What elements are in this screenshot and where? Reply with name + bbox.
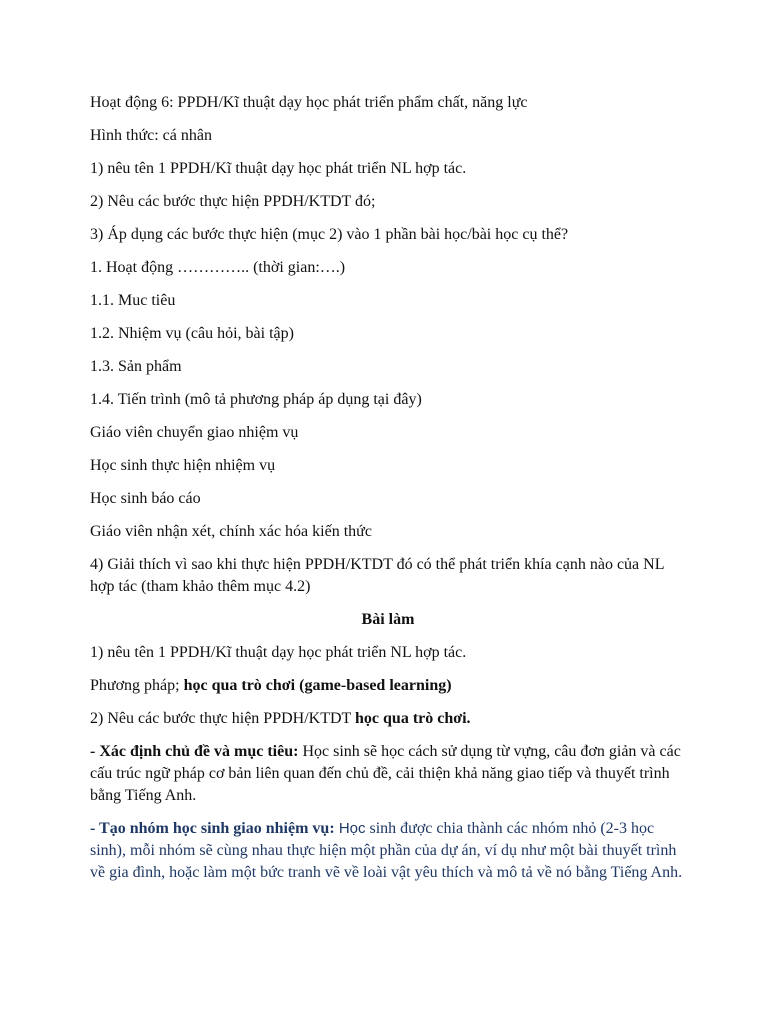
step-1-title: - Xác định chủ đề và mục tiêu: — [90, 743, 299, 760]
document-page — [90, 92, 686, 895]
student-do-line: Học sinh thực hiện nhiệm vụ — [90, 457, 276, 474]
teacher-review-line: Giáo viên nhận xét, chính xác hóa kiến thức — [90, 523, 372, 540]
question-4: 4) Giải thích vì sao khi thực hiện PPDH/KTDT đó có thể phát triển khía cạnh nào của NL hợp tác (tham khảo thêm mục 4.2) — [90, 556, 664, 595]
question-2: 2) Nêu các bước thực hiện PPDH/KTDT đó; — [90, 193, 376, 210]
teacher-assign-line: Giáo viên chuyển giao nhiệm vụ — [90, 424, 299, 441]
activity-line: 1. Hoạt động ………….. (thời gian:….) — [90, 259, 346, 276]
question-3: 3) Áp dụng các bước thực hiện (mục 2) vào 1 phần bài học/bài học cụ thể? — [90, 226, 569, 243]
step-1-text: Học sinh sẽ học cách sử dụng từ vựng, câu đơn giản và các cấu trúc ngữ pháp cơ bản liên quan đến chủ đề, cải thiện khả năng giao tiếp và thuyết trình bằng Tiếng Anh. — [90, 743, 681, 804]
task-line: 1.2. Nhiệm vụ (câu hỏi, bài tập) — [90, 325, 294, 342]
method-line — [90, 675, 686, 697]
steps-line — [90, 708, 686, 730]
question-1: 1) nêu tên 1 PPDH/Kĩ thuật dạy học phát triển NL hợp tác. — [90, 160, 467, 177]
steps-prefix: 2) Nêu các bước thực hiện PPDH/KTDT — [90, 710, 356, 727]
step-1 — [90, 741, 686, 807]
step-2 — [90, 818, 686, 884]
objective-line: 1.1. Muc tiêu — [90, 292, 176, 309]
step-2-text-a: Học — [334, 820, 366, 837]
student-report-line: Học sinh báo cáo — [90, 490, 201, 507]
method-name: học qua trò chơi (game-based learning) — [183, 677, 452, 694]
product-line: 1.3. Sản phẩm — [90, 358, 182, 375]
answer-1: 1) nêu tên 1 PPDH/Kĩ thuật dạy học phát triển NL hợp tác. — [90, 644, 467, 661]
activity-title: Hoạt động 6: PPDH/Kĩ thuật dạy học phát triển phẩm chất, năng lực — [90, 94, 528, 111]
method-prefix: Phương pháp; — [90, 677, 184, 694]
step-2-text-b: sinh được chia thành các nhóm nhỏ (2-3 học sinh), mỗi nhóm sẽ cùng nhau thực hiện một phần của dự án, ví dụ như một bài thuyết trình về gia đình, hoặc làm một bức tranh vẽ về loài vật yêu thích và mô tả về nó bằng Tiếng Anh. — [90, 820, 683, 881]
step-2-title: - Tạo nhóm học sinh giao nhiệm vụ: — [90, 820, 335, 837]
form-line: Hình thức: cá nhân — [90, 127, 212, 144]
process-line: 1.4. Tiến trình (mô tả phương pháp áp dụng tại đây) — [90, 391, 422, 408]
steps-method: học qua trò chơi. — [355, 710, 471, 727]
answer-heading: Bài làm — [361, 611, 415, 628]
